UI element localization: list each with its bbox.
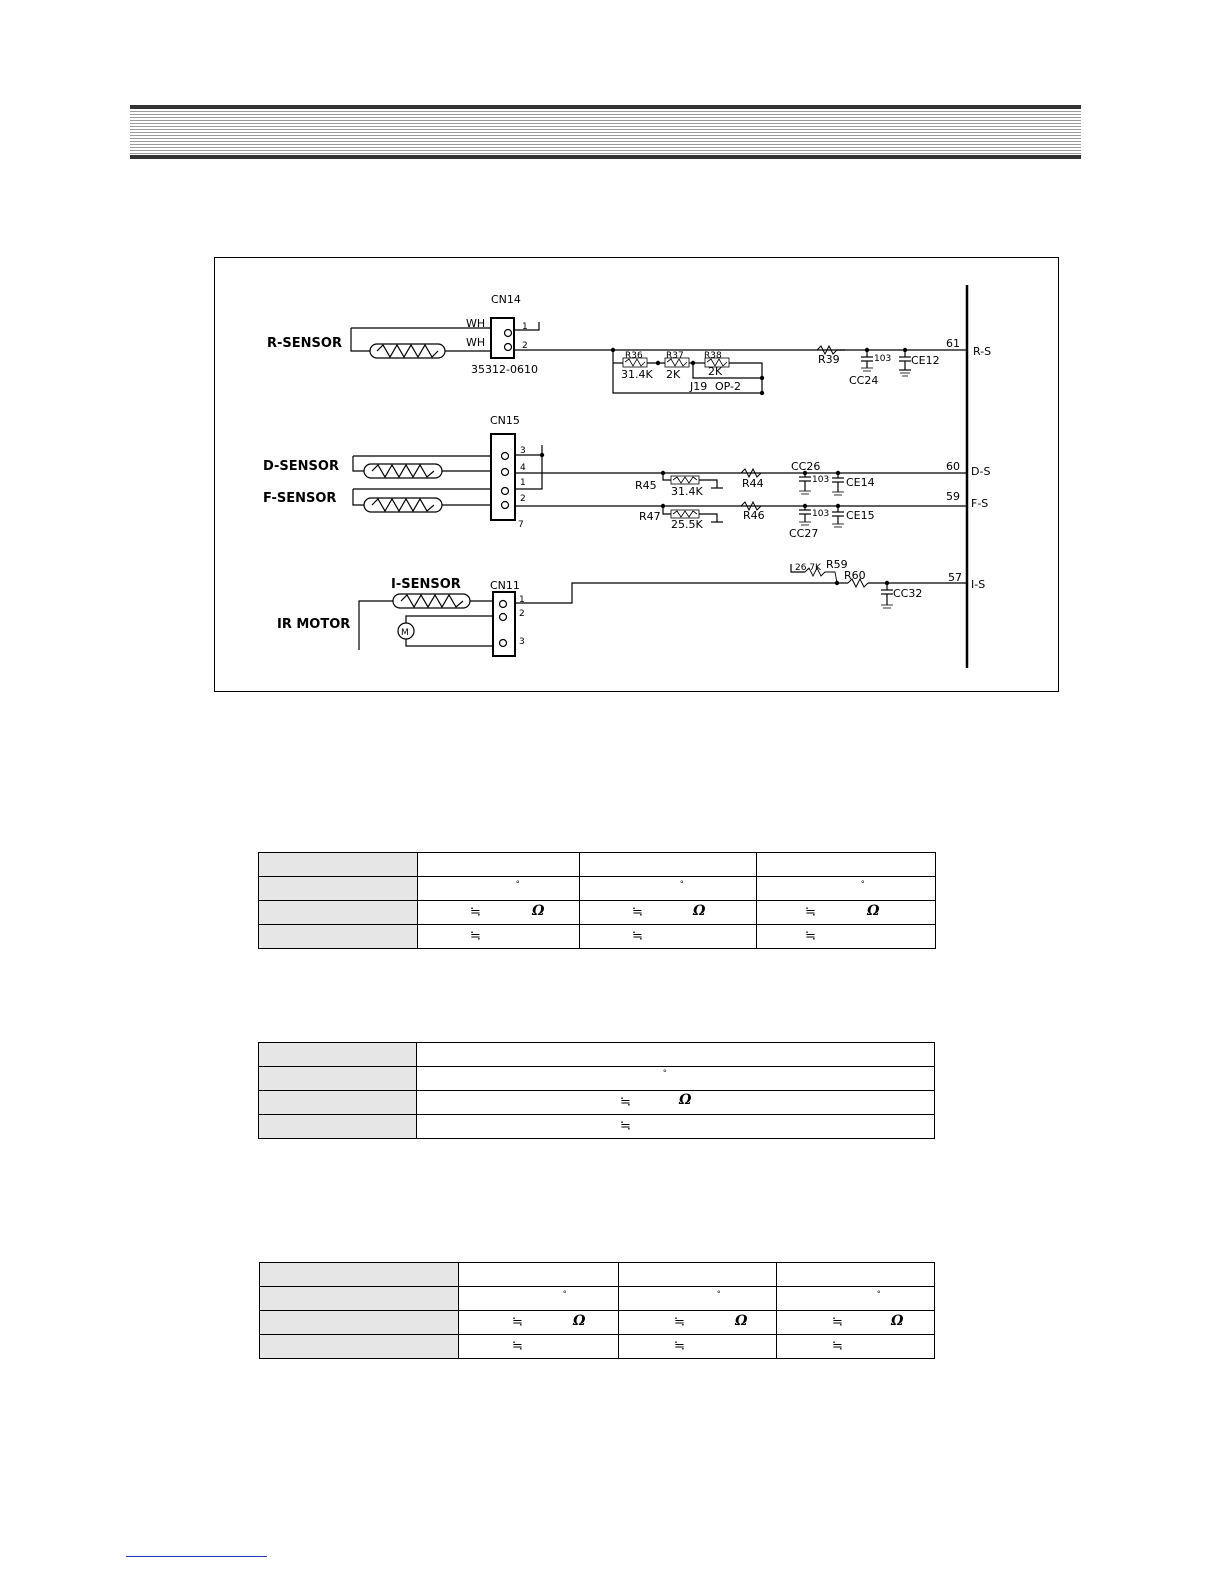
ohm-symbol: Ω	[573, 1313, 586, 1329]
r60-label: R60	[844, 569, 866, 582]
pin-fs-label: F-S	[971, 497, 989, 510]
cn15-pin1: 1	[520, 478, 526, 488]
cn15-pin3: 3	[520, 446, 526, 456]
cc32-label: CC32	[893, 587, 923, 600]
r45-label: R45	[635, 479, 657, 492]
cn14-pin2: 2	[522, 341, 528, 351]
table-row	[259, 877, 936, 901]
r-sensor-label: R-SENSOR	[267, 336, 342, 351]
cc26-label: CC26	[791, 460, 821, 473]
f-sensor-label: F-SENSOR	[263, 491, 337, 506]
r47-label: R47	[639, 510, 661, 523]
r59-value: 26.7K	[795, 563, 821, 573]
cc27-value: 103	[812, 509, 830, 519]
motor-symbol-label: M	[401, 628, 409, 638]
approx-symbol: ≒	[674, 1314, 685, 1329]
pin-is-label: I-S	[971, 578, 986, 591]
d-sensor-label: D-SENSOR	[263, 459, 339, 474]
ohm-symbol: Ω	[532, 903, 545, 919]
ohm-symbol: Ω	[891, 1313, 904, 1329]
ce12-label: CE12	[911, 354, 940, 367]
ce15-label: CE15	[846, 509, 875, 522]
cc24-label: CC24	[849, 374, 879, 387]
ohm-symbol: Ω	[693, 903, 706, 919]
pin-60: 60	[946, 460, 960, 473]
approx-symbol: ≒	[620, 1118, 631, 1133]
cc26-value: 103	[812, 475, 830, 485]
cn14-part-number: 35312-0610	[471, 363, 538, 376]
pin-59: 59	[946, 490, 960, 503]
section-header-bar	[130, 105, 1081, 159]
cn11-label: CN11	[490, 579, 520, 592]
pin-57: 57	[948, 571, 962, 584]
sensor-spec-table-1	[258, 852, 936, 949]
table-row	[259, 1043, 935, 1067]
i-sensor-label: I-SENSOR	[391, 577, 461, 592]
degree-symbol: °	[717, 1289, 721, 1299]
approx-symbol: ≒	[805, 904, 816, 919]
degree-symbol: °	[680, 879, 684, 889]
cn11-pin1: 1	[519, 595, 525, 605]
op2-label: OP-2	[715, 380, 742, 393]
approx-symbol: ≒	[512, 1338, 523, 1353]
r36-label: R36	[625, 351, 643, 361]
approx-symbol: ≒	[632, 904, 643, 919]
cn15-pin2: 2	[520, 494, 526, 504]
sensor-circuit-schematic	[214, 257, 1059, 692]
r59-label: R59	[826, 558, 848, 571]
cn14-label: CN14	[491, 293, 521, 306]
pin-ds-label: D-S	[971, 465, 991, 478]
sensor-spec-table-3	[259, 1262, 935, 1359]
degree-symbol: °	[663, 1068, 667, 1078]
cn11-pin3: 3	[519, 637, 525, 647]
table-row	[260, 1287, 935, 1311]
approx-symbol: ≒	[805, 928, 816, 943]
r38-value: 2K	[708, 365, 723, 378]
cn15-pin4: 4	[520, 463, 526, 473]
r39-label: R39	[818, 353, 840, 366]
table-row	[259, 1067, 935, 1091]
table-row	[259, 901, 936, 925]
r37-label: R37	[666, 351, 684, 361]
approx-symbol: ≒	[470, 904, 481, 919]
degree-symbol: °	[861, 879, 865, 889]
r44-label: R44	[742, 477, 764, 490]
approx-symbol: ≒	[674, 1338, 685, 1353]
r45-value: 31.4K	[671, 485, 703, 498]
table-row	[259, 853, 936, 877]
table-row	[259, 1115, 935, 1139]
schematic-drawing	[215, 258, 1060, 693]
table-row	[260, 1263, 935, 1287]
ir-motor-label: IR MOTOR	[277, 617, 351, 632]
pin-rs-label: R-S	[973, 345, 992, 358]
r38-label: R38	[704, 351, 722, 361]
ohm-symbol: Ω	[735, 1313, 748, 1329]
degree-symbol: °	[563, 1289, 567, 1299]
ohm-symbol: Ω	[867, 903, 880, 919]
sensor-spec-table-2	[258, 1042, 935, 1139]
table-row	[260, 1311, 935, 1335]
footer-link-underline[interactable]	[126, 1556, 267, 1557]
degree-symbol: °	[877, 1289, 881, 1299]
approx-symbol: ≒	[470, 928, 481, 943]
table-row	[259, 1091, 935, 1115]
ohm-symbol: Ω	[679, 1092, 692, 1108]
r47-value: 25.5K	[671, 518, 703, 531]
cn14-connector	[491, 318, 514, 358]
r46-label: R46	[743, 509, 765, 522]
cn15-pin7: 7	[518, 520, 524, 530]
cn14-pin1: 1	[522, 322, 528, 332]
degree-symbol: °	[516, 879, 520, 889]
ce14-label: CE14	[846, 476, 875, 489]
approx-symbol: ≒	[632, 928, 643, 943]
approx-symbol: ≒	[512, 1314, 523, 1329]
cc27-label: CC27	[789, 527, 819, 540]
approx-symbol: ≒	[620, 1094, 631, 1109]
r37-value: 2K	[666, 368, 681, 381]
cn15-label: CN15	[490, 414, 520, 427]
cc24-value: 103	[874, 354, 892, 364]
table-row	[259, 925, 936, 949]
pin-61: 61	[946, 337, 960, 350]
cn14-wire2-label: WH	[466, 336, 486, 349]
cn11-pin2: 2	[519, 609, 525, 619]
r36-value: 31.4K	[621, 368, 653, 381]
j19-label: J19	[690, 380, 708, 393]
table-row	[260, 1335, 935, 1359]
approx-symbol: ≒	[832, 1314, 843, 1329]
approx-symbol: ≒	[832, 1338, 843, 1353]
cn14-wire1-label: WH	[466, 317, 486, 330]
